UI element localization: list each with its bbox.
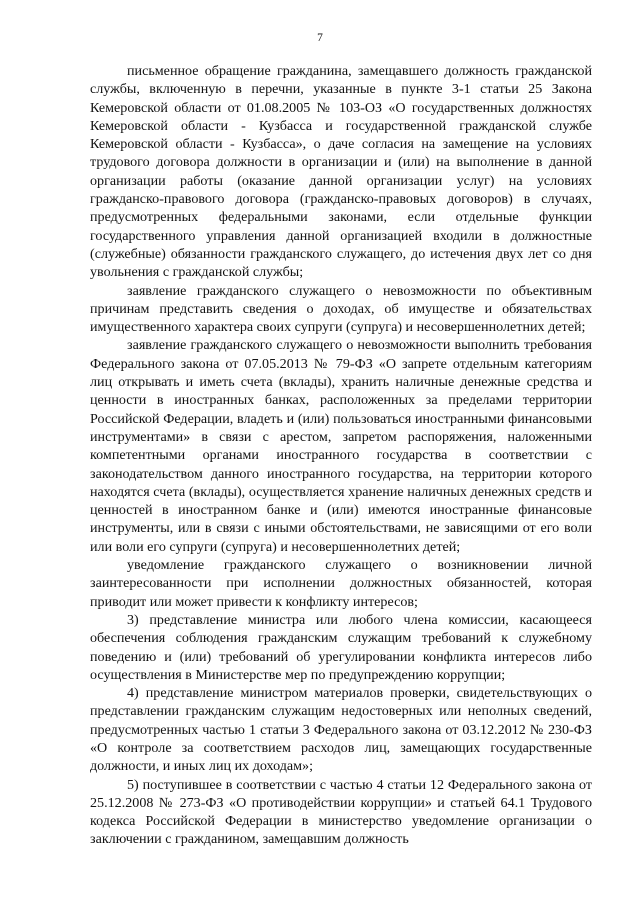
paragraph-item-4: 4) представление министром материалов проверки, свидетельствующих о представлении гражданским служащим недостоверных или неполных сведений, предусмотренных частью 1 статьи 3 Федерального закона от 03.12.2012 № 230-ФЗ «О контроле за соответствием расходов лиц, замещающих государственные должности, и иных лиц их доходам»;	[90, 685, 592, 775]
paragraph-item-3: 3) представление министра или любого члена комиссии, касающееся обеспечения соблюдения гражданским служащим требований к служебному поведению и (или) требований об урегулировании конфликта интересов либо осуществления в Министерстве мер по предупреждению коррупции;	[90, 611, 592, 683]
paragraph-conflict-notice: уведомление гражданского служащего о возникновении личной заинтересованности при исполнении должностных обязанностей, которая приводит или может привести к конфликту интересов;	[90, 557, 592, 610]
paragraph-item-5: 5) поступившее в соответствии с частью 4 статьи 12 Федерального закона от 25.12.2008 № 273-ФЗ «О противодействии коррупции» и статьей 64.1 Трудового кодекса Российской Федерации в министерство уведомление организации о заключении с гражданином, замещавшим должность	[90, 776, 592, 848]
page-number: 7	[317, 32, 323, 44]
paragraph-income-statement: заявление гражданского служащего о невозможности по объективным причинам представить сведения о доходах, об имуществе и обязательствах имущественного характера своих супруги (супруга) и несовершеннолетних детей;	[90, 282, 592, 336]
document-body	[90, 62, 592, 849]
paragraph-written-appeal: письменное обращение гражданина, замещавшего должность гражданской службы, включенную в перечни, указанные в пункте 3-1 статьи 25 Закона Кемеровской области от 01.08.2005 № 103-ОЗ «О государственных должностях Кемеровской области - Кузбасса и государственной гражданской службе Кемеровской области - Кузбасса», о даче согласия на замещение на условиях трудового договора должности в организации и (или) на выполнение в данной организации работы (оказание данной организации услуг) на условиях гражданско-правового договора (гражданско-правовых договоров) в случаях, предусмотренных федеральными законами, если отдельные функции государственного управления данной организацией входили в должностные (служебные) обязанности гражданского служащего, до истечения двух лет со дня увольнения с гражданской службы;	[90, 63, 592, 281]
paragraph-foreign-accounts: заявление гражданского служащего о невозможности выполнить требования Федерального закона от 07.05.2013 № 79-ФЗ «О запрете отдельным категориям лиц открывать и иметь счета (вклады), хранить наличные денежные средства и ценности в иностранных банках, расположенных за пределами территории Российской Федерации, владеть и (или) пользоваться иностранными финансовыми инструментами» в связи с арестом, запретом распоряжения, наложенными компетентными органами иностранного государства в соответствии с законодательством данного иностранного государства, на территории которого находятся счета (вклады), осуществляется хранение наличных денежных средств и ценностей в иностранном банке и (или) имеются иностранные финансовые инструменты, или в связи с иными обстоятельствами, не зависящими от его воли или воли его супруги (супруга) и несовершеннолетних детей;	[90, 337, 592, 555]
